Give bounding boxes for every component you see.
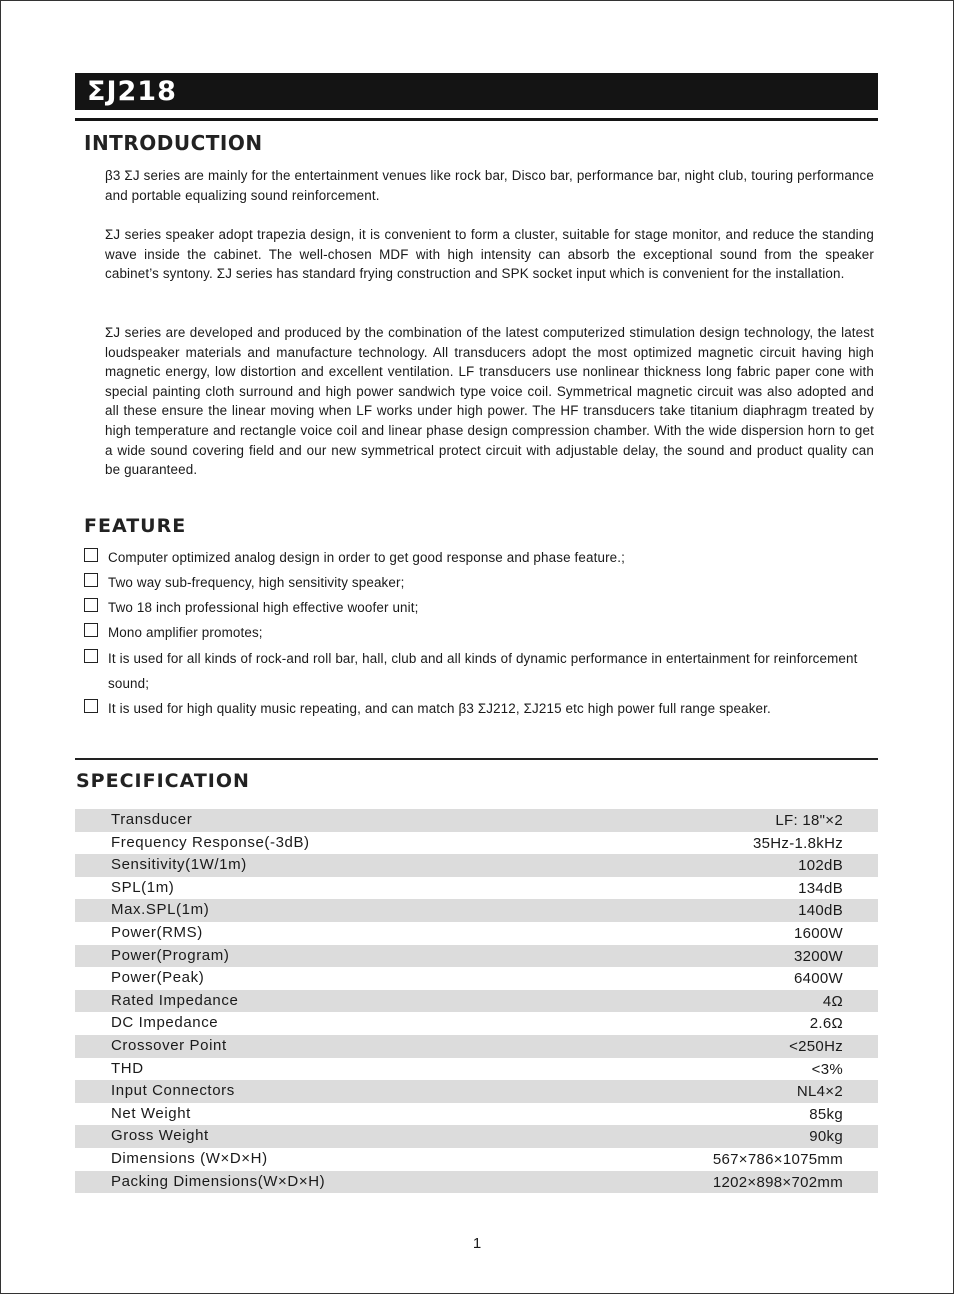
table-row xyxy=(75,990,878,1013)
feature-text: Mono amplifier promotes; xyxy=(108,625,263,640)
intro-paragraph-1: β3 ΣJ series are mainly for the entertainment venues like rock bar, Disco bar, performance bar, night club, touring performance and portable equalizing sound reinforcement. xyxy=(105,168,874,203)
feature-text: It is used for all kinds of rock-and roll bar, hall, club and all kinds of dynamic performance in entertainment for reinforcement sound; xyxy=(108,651,858,691)
table-row xyxy=(75,877,878,900)
table-row xyxy=(75,832,878,855)
spec-value: 90kg xyxy=(809,1128,843,1146)
table-row xyxy=(75,1012,878,1035)
table-row xyxy=(75,1171,878,1194)
page-number: 1 xyxy=(472,1235,482,1252)
table-row xyxy=(75,922,878,945)
specification-table xyxy=(75,809,878,1193)
table-row xyxy=(75,967,878,990)
specification-heading: SPECIFICATION xyxy=(76,770,250,792)
spec-value: 3200W xyxy=(793,947,843,965)
spec-label: Sensitivity(1W/1m) xyxy=(111,856,247,874)
title-bar xyxy=(75,73,878,110)
spec-label: Transducer xyxy=(111,811,193,828)
spec-value: 85kg xyxy=(809,1105,843,1123)
intro-paragraph-3: ΣJ series are developed and produced by the combination of the latest computerized stimulation design technology, the latest loudspeaker materials and manufacture technology. All transducers adopt the most optimized magnetic circuit having high magnetic energy, low distortion and excellent ventilation. LF transducers use nonlinear thickness long fabric paper cone with special painting cloth surround and high power sandwich type voice coil. Symmetrical magnetic circuit was also adopted and all these ensure the linear moving when LF works under high power. The HF transducers take titanium diaphragm treated by high temperature and rectangle voice coil and linear phase design compression chamber. With the wide dispersion horn to get a wide sound covering field and our new symmetrical protect circuit with adjustable delay, the sound and product quality can be guaranteed. xyxy=(105,325,874,478)
table-row xyxy=(75,854,878,877)
spec-label: Frequency Response(-3dB) xyxy=(111,833,310,851)
checkbox-icon xyxy=(84,548,98,562)
table-row xyxy=(75,945,878,968)
spec-value: <250Hz xyxy=(789,1037,843,1055)
table-row xyxy=(75,1125,878,1148)
spec-label: THD xyxy=(111,1059,144,1077)
spec-label: SPL(1m) xyxy=(111,878,175,896)
spec-label: Packing Dimensions(W×D×H) xyxy=(111,1172,326,1190)
table-row xyxy=(75,899,878,922)
spec-value: 35Hz-1.8kHz xyxy=(753,834,843,852)
title-rule xyxy=(75,118,878,121)
page-title: ΣJ218 xyxy=(87,76,177,107)
intro-paragraph-2: ΣJ series speaker adopt trapezia design, it is convenient to form a cluster, suitable for stage monitor, and reduce the standing wave inside the cabinet. The well-chosen MDF with high intensity can absorb the exceptional sound from the speaker cabinet’s syntony. ΣJ series has standard frying construction and SPK socket input which is convenient for the installation. xyxy=(105,227,874,282)
spec-value: 4Ω xyxy=(822,992,843,1010)
table-row xyxy=(75,1103,878,1126)
checkbox-icon xyxy=(84,649,98,663)
table-row xyxy=(75,1148,878,1171)
spec-label: Input Connectors xyxy=(111,1082,235,1100)
checkbox-icon xyxy=(84,623,98,637)
table-row xyxy=(75,809,878,832)
spec-label: Power(Program) xyxy=(111,946,230,964)
spec-label: Crossover Point xyxy=(111,1036,227,1054)
spec-label: DC Impedance xyxy=(111,1014,219,1032)
spec-value: 102dB xyxy=(798,857,843,875)
spec-value: 140dB xyxy=(798,902,843,920)
spec-value: LF: 18"×2 xyxy=(775,812,843,829)
spec-label: Power(Peak) xyxy=(111,969,205,987)
feature-heading: FEATURE xyxy=(84,515,187,537)
introduction-heading: INTRODUCTION xyxy=(84,131,263,155)
checkbox-icon xyxy=(84,699,98,713)
spec-label: Rated Impedance xyxy=(111,991,239,1009)
checkbox-icon xyxy=(84,598,98,612)
table-row xyxy=(75,1080,878,1103)
spec-value: 1202×898×702mm xyxy=(712,1173,843,1191)
spec-value: 6400W xyxy=(793,970,843,988)
spec-value: 2.6Ω xyxy=(809,1015,843,1033)
spec-value: <3% xyxy=(811,1060,843,1078)
spec-value: 134dB xyxy=(798,879,843,897)
feature-text: Two way sub-frequency, high sensitivity speaker; xyxy=(108,575,405,590)
spec-label: Gross Weight xyxy=(111,1127,209,1145)
feature-text: It is used for high quality music repeating, and can match β3 ΣJ212, ΣJ215 etc high power full range speaker. xyxy=(108,701,771,716)
feature-text: Computer optimized analog design in order to get good response and phase feature.; xyxy=(108,550,626,565)
checkbox-icon xyxy=(84,573,98,587)
spec-label: Dimensions (W×D×H) xyxy=(111,1149,268,1167)
feature-text: Two 18 inch professional high effective woofer unit; xyxy=(108,600,419,615)
spec-value: NL4×2 xyxy=(796,1083,843,1101)
spec-label: Net Weight xyxy=(111,1104,191,1122)
spec-value: 1600W xyxy=(793,924,843,942)
specification-rule xyxy=(75,758,878,760)
spec-label: Max.SPL(1m) xyxy=(111,901,210,919)
table-row xyxy=(75,1035,878,1058)
spec-label: Power(RMS) xyxy=(111,923,203,941)
spec-value: 567×786×1075mm xyxy=(712,1150,843,1168)
table-row xyxy=(75,1058,878,1081)
